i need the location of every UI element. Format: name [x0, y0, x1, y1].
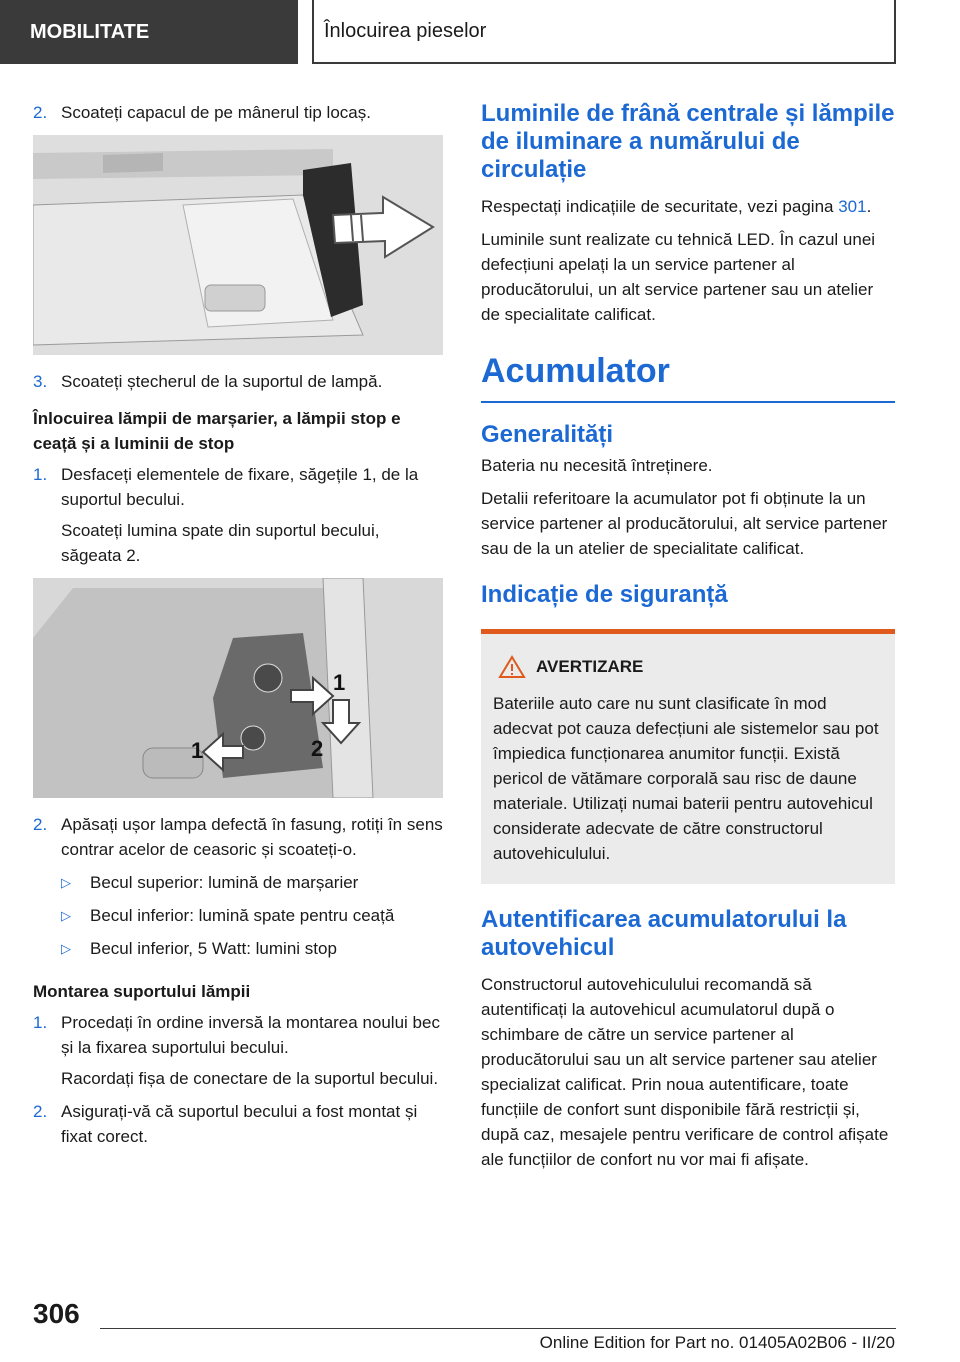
chapter-title: Acumulator	[481, 351, 895, 403]
step-number: 1.	[33, 465, 48, 484]
triangle-bullet-icon: ▷	[61, 941, 71, 956]
paragraph: Detalii referitoare la acumulator pot fi obținute la un service partener al producătorului, alt service partener sau de la un atelier de specialitate calificat.	[481, 489, 888, 558]
step-text: Apăsați ușor lampa defectă în fasung, rotiți în sens contrar acelor de ceasoric și scoateți-o.	[61, 815, 443, 859]
step-subtext: Scoateți lumina spate din suportul becului, săgeata 2.	[61, 521, 380, 565]
step-item	[33, 1010, 443, 1091]
triangle-bullet-icon: ▷	[61, 875, 71, 890]
page-number: 306	[33, 1298, 80, 1329]
section-header: MOBILITATE	[0, 0, 298, 64]
step-number: 3.	[33, 372, 48, 391]
handle-cover-figure	[33, 135, 443, 355]
paragraph: Bateria nu necesită întreținere.	[481, 456, 713, 475]
bullet-item	[61, 870, 443, 895]
step-item	[33, 462, 443, 568]
step-number: 1.	[33, 1013, 48, 1032]
step-text: Scoateți ștecherul de la suportul de lampă.	[61, 372, 383, 391]
step-subtext: Racordați fișa de conectare de la suportul becului.	[61, 1069, 439, 1088]
step-number: 2.	[33, 103, 48, 122]
arrow-label: 1	[191, 738, 204, 763]
step-text: Desfaceți elementele de fixare, săgețile 1, de la suportul becului.	[61, 465, 419, 509]
section-heading: Generalități	[481, 421, 614, 448]
bullet-text: Becul superior: lumină de marșarier	[90, 873, 359, 892]
lamp-holder-illustration	[33, 578, 443, 798]
section-heading: Autentificarea acumulatorului la autovehicul	[481, 906, 847, 961]
section-heading: Luminile de frână centrale și lămpile de iluminare a numărului de circulație	[481, 100, 895, 183]
paragraph	[481, 194, 895, 219]
bullet-item	[61, 936, 443, 961]
step-item	[33, 369, 443, 394]
bullet-item	[61, 903, 443, 928]
step-item	[33, 1099, 443, 1149]
bullet-text: Becul inferior, 5 Watt: lumini stop	[90, 939, 337, 958]
step-item	[33, 100, 443, 125]
step-number: 2.	[33, 1102, 48, 1121]
lamp-holder-figure	[33, 578, 443, 798]
triangle-bullet-icon: ▷	[61, 908, 71, 923]
chapter-header: Înlocuirea pieselor	[312, 0, 896, 64]
edition-footer: Online Edition for Part no. 01405A02B06 - II/20	[539, 1333, 895, 1352]
warning-header	[493, 654, 883, 679]
paragraph-text: Respectați indicațiile de securitate, vezi pagina	[481, 197, 834, 216]
step-text: Procedați în ordine inversă la montarea noului bec și la fixarea suportului becului.	[61, 1013, 440, 1057]
paragraph-text: .	[866, 197, 872, 216]
step-item	[33, 812, 443, 862]
warning-box	[481, 629, 895, 884]
paragraph: Luminile sunt realizate cu tehnică LED. În cazul unei defecțiuni apelați la un service partener al producătorului, un alt service partener sau un atelier de specialitate calificat.	[481, 230, 876, 324]
warning-title: AVERTIZARE	[536, 657, 644, 676]
left-column	[33, 100, 443, 1157]
footer-divider	[100, 1328, 896, 1329]
arrow-label: 2	[311, 736, 324, 761]
warning-triangle-icon	[498, 655, 526, 679]
warning-text: Bateriile auto care nu sunt clasificate în mod adecvat pot cauza defecțiuni ale sistemelor sau pot împiedica funcționarea anumitor funcții. Există pericol de vătămare corporală sau risc de daune materiale. Utilizați numai baterii pentru autovehicul considerate adecvate de către constructorul autovehiculului.	[493, 694, 879, 863]
right-column	[481, 100, 895, 1180]
arrow-label: 1	[333, 670, 346, 695]
page-reference-link[interactable]: 301	[838, 197, 867, 216]
step-text: Asigurați-vă că suportul becului a fost montat și fixat corect.	[61, 1102, 418, 1146]
subheading: Înlocuirea lămpii de marșarier, a lămpii stop e ceață și a luminii de stop	[33, 409, 401, 453]
bullet-text: Becul inferior: lumină spate pentru ceață	[90, 906, 395, 925]
paragraph: Constructorul autovehiculului recomandă să autentificați la autovehicul acumulatorul după o schimbare de către un service partener al producătorului sau un alt service partener sau atelier specializat calificat. Prin noua autentificare, toate funcțiile de confort sunt disponibile fără restricții și, după caz, mesajele pentru verificare de control afișate ale funcțiilor de confort nu vor mai fi afișate.	[481, 975, 889, 1169]
section-heading: Indicație de siguranță	[481, 581, 728, 608]
subheading: Montarea suportului lămpii	[33, 982, 251, 1001]
step-text: Scoateți capacul de pe mânerul tip locaș.	[61, 103, 371, 122]
handle-cover-illustration	[33, 135, 443, 355]
step-number: 2.	[33, 815, 48, 834]
